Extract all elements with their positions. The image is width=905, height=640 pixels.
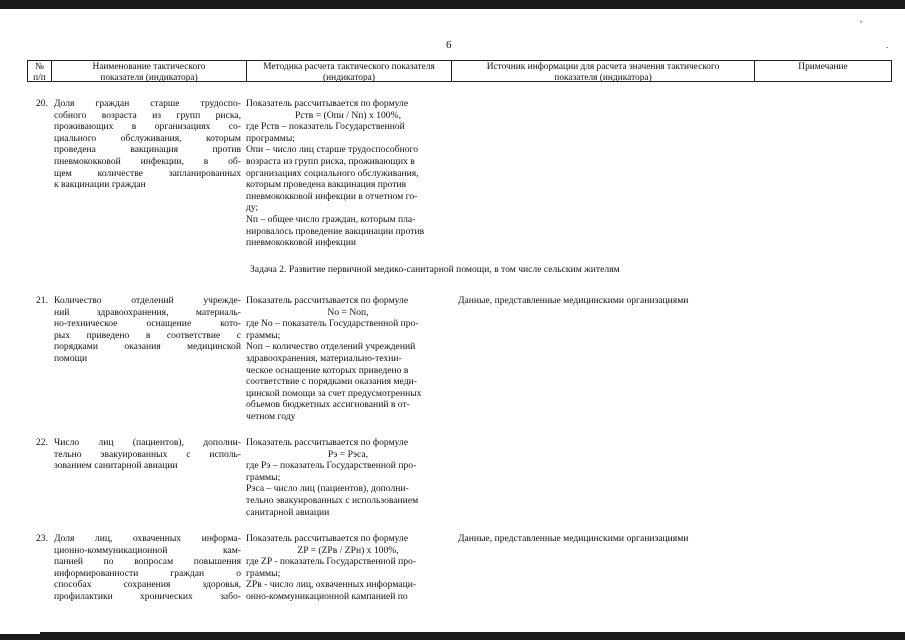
calculation-method: Показатель рассчитывается по формуле Pств = (Oпи / Nп) х 100%, где Pств – показатель Государственной программы; Oпи – число лиц старше трудоспособного возраста из групп риска, проживающих в организациях социального обслуживания, которым проведена вакцинация против пневмококковой инфекции в отчетном го- ду; Nп – общее число граждан, которым пла- нировалось проведение вакцинации против пневмококковой инфекции xyxy=(245,98,453,249)
calculation-method: Показатель рассчитывается по формуле No = Nоп, где No – показатель Государственной про- граммы; Nоп – количество отделений учреждений здравоохранения, материально-техни- ческое оснащение которых приведено в соответствие с порядками оказания меди- цинской помощи за счет предусмотренных объемов бюджетных ассигнований в от- четном году xyxy=(245,295,453,423)
row-number: 22. xyxy=(36,437,48,448)
row-number: 23. xyxy=(36,533,48,544)
information-source: Данные, представленные медицинскими организациями xyxy=(458,533,689,544)
note-cell xyxy=(753,533,892,603)
scan-speck: . xyxy=(886,40,889,50)
calculation-method: Показатель рассчитывается по формуле ZP = (ZPв / ZPн) х 100%, где ZP - показатель Государственной про- граммы; ZPв - число лиц, охваченных информаци- онно-коммуникационной кампанией по xyxy=(245,533,453,603)
table-row xyxy=(27,295,892,423)
header-indicator-name: Наименование тактического показателя (индикатора) xyxy=(52,61,247,81)
table-row xyxy=(27,533,892,603)
note-cell xyxy=(753,295,892,423)
calculation-method: Показатель рассчитывается по формуле Pэ = Pэса, где Pэ – показатель Государственной про- граммы; Pэса – число лиц (пациентов), дополни- тельно эвакуированных с использованием санитарной авиации xyxy=(245,437,453,518)
header-number: № п/п xyxy=(28,61,52,81)
table-row xyxy=(27,98,892,249)
scan-speck: , xyxy=(860,14,863,24)
note-cell xyxy=(753,98,892,249)
information-source xyxy=(453,98,753,249)
scan-top-border xyxy=(0,0,905,9)
indicator-name: Доля граждан старше трудоспо- собного возраста из групп риска, проживающих в организациях со- циального обслуживания, которым проведена вакцинация против пневмококковой инфекции, в об- щем количестве запланированных к вакцинации граждан xyxy=(54,98,241,191)
information-source: Данные, представленные медицинскими организациями xyxy=(458,295,689,306)
row-number: 20. xyxy=(36,98,48,109)
formula: Pств = (Oпи / Nп) х 100%, xyxy=(294,109,401,121)
indicator-name: Количество отделений учрежде- ний здравоохранения, материаль- но-техническое оснащение кото- рых приведено в соответствие с порядками оказания медицинской помощи xyxy=(54,295,241,364)
table-row xyxy=(27,437,892,518)
indicator-name: Число лиц (пациентов), дополни- тельно эвакуированных с исполь- зованием санитарной авиации xyxy=(54,437,241,472)
header-note: Примечание xyxy=(798,62,848,72)
header-method: Методика расчета тактического показателя (индикатора) xyxy=(247,61,452,81)
scan-bottom-border xyxy=(0,632,905,640)
information-source xyxy=(453,437,753,518)
page-number: 6 xyxy=(446,39,452,51)
table-header xyxy=(27,60,892,82)
formula: ZP = (ZPв / ZPн) х 100%, xyxy=(297,544,399,556)
indicator-name: Доля лиц, охваченных информа- ционно-коммуникационной кам- панией по вопросам повышения информированности граждан о способах сохранения здоровья, профилактики хронических забо- xyxy=(54,533,241,602)
note-cell xyxy=(753,437,892,518)
header-source: Источник информации для расчета значения тактического показателя (индикатора) xyxy=(452,61,755,81)
row-number: 21. xyxy=(36,295,48,306)
formula: No = Nоп, xyxy=(327,306,369,318)
formula: Pэ = Pэса, xyxy=(327,448,369,460)
task-heading: Задача 2. Развитие первичной медико-санитарной помощи, в том числе сельским жителям xyxy=(250,264,620,275)
